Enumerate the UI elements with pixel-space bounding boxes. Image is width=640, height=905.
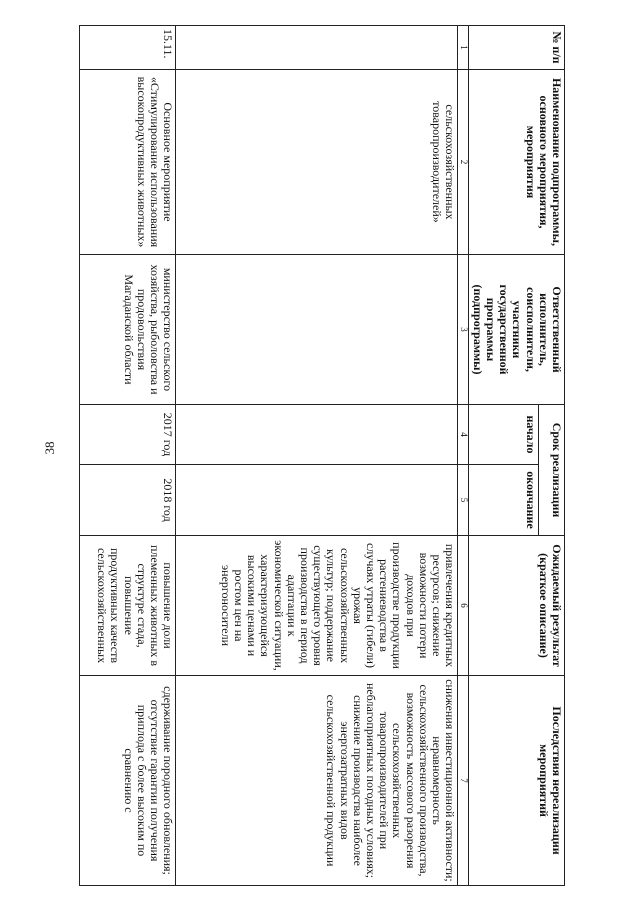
row-result: повышение доли племенных животных в структуре стада, повышение продуктивных качеств сельскохозяйственных <box>80 536 176 676</box>
rotated-table-container <box>10 25 565 885</box>
table-row <box>176 26 458 886</box>
row-end: 2018 год <box>80 465 176 536</box>
row-start: 2017 год <box>80 405 176 465</box>
column-number: 1 <box>458 26 469 70</box>
header-executor: Ответственный исполнитель, соисполнители, участники государственной программы (подпрограммы) <box>469 255 565 405</box>
row-executor: министерство сельского хозяйства, рыболовства и продовольствия Магаданской области <box>80 255 176 405</box>
header-name: Наименование подпрограммы, основного мероприятия, мероприятия <box>469 70 565 255</box>
row-consequences: снижения инвестиционной активности; неравномерность сельскохозяйственного производства, возможность массового разорения сельскохозяйственных товаропроизводителей при неблагоприятных погодных условиях; снижение производства наиболее энергозатратных видов сельскохозяйственной продукции <box>176 676 458 886</box>
table-row <box>80 26 176 886</box>
header-end: окончание <box>469 465 539 536</box>
column-number: 6 <box>458 536 469 676</box>
row-name: сельскохозяйственных товаропроизводителей» <box>176 70 458 255</box>
row-num: 15.11. <box>80 26 176 70</box>
header-result: Ожидаемый результат (краткое описание) <box>469 536 565 676</box>
row-num <box>176 26 458 70</box>
header-start: начало <box>469 405 539 465</box>
row-end <box>176 465 458 536</box>
header-num: № п/п <box>469 26 565 70</box>
column-number: 7 <box>458 676 469 886</box>
column-number: 5 <box>458 465 469 536</box>
header-period: Срок реализации <box>539 405 565 536</box>
column-number: 3 <box>458 255 469 405</box>
column-number-row <box>458 26 469 886</box>
column-number: 2 <box>458 70 469 255</box>
page-number: 38 <box>42 441 57 455</box>
column-number: 4 <box>458 405 469 465</box>
row-result: привлечения кредитных ресурсов; снижение возможности потери доходов при производстве продукции растениеводства в случаях утраты (гибели) урожая сельскохозяйственных культур; поддержание существующего уровня производства в период адаптации к экономической ситуации, характеризующейся высокими ценами и ростом цен на энергоносители <box>176 536 458 676</box>
row-name: Основное мероприятие «Стимулирование использования высокопродуктивных животных» <box>80 70 176 255</box>
row-consequences: сдерживание породного обновления; отсутствие гарантии получения приплода с более высоким по сравнению с <box>80 676 176 886</box>
row-executor <box>176 255 458 405</box>
header-consequences: Последствия нереализации мероприятий <box>469 676 565 886</box>
row-start <box>176 405 458 465</box>
measures-table <box>79 25 565 886</box>
